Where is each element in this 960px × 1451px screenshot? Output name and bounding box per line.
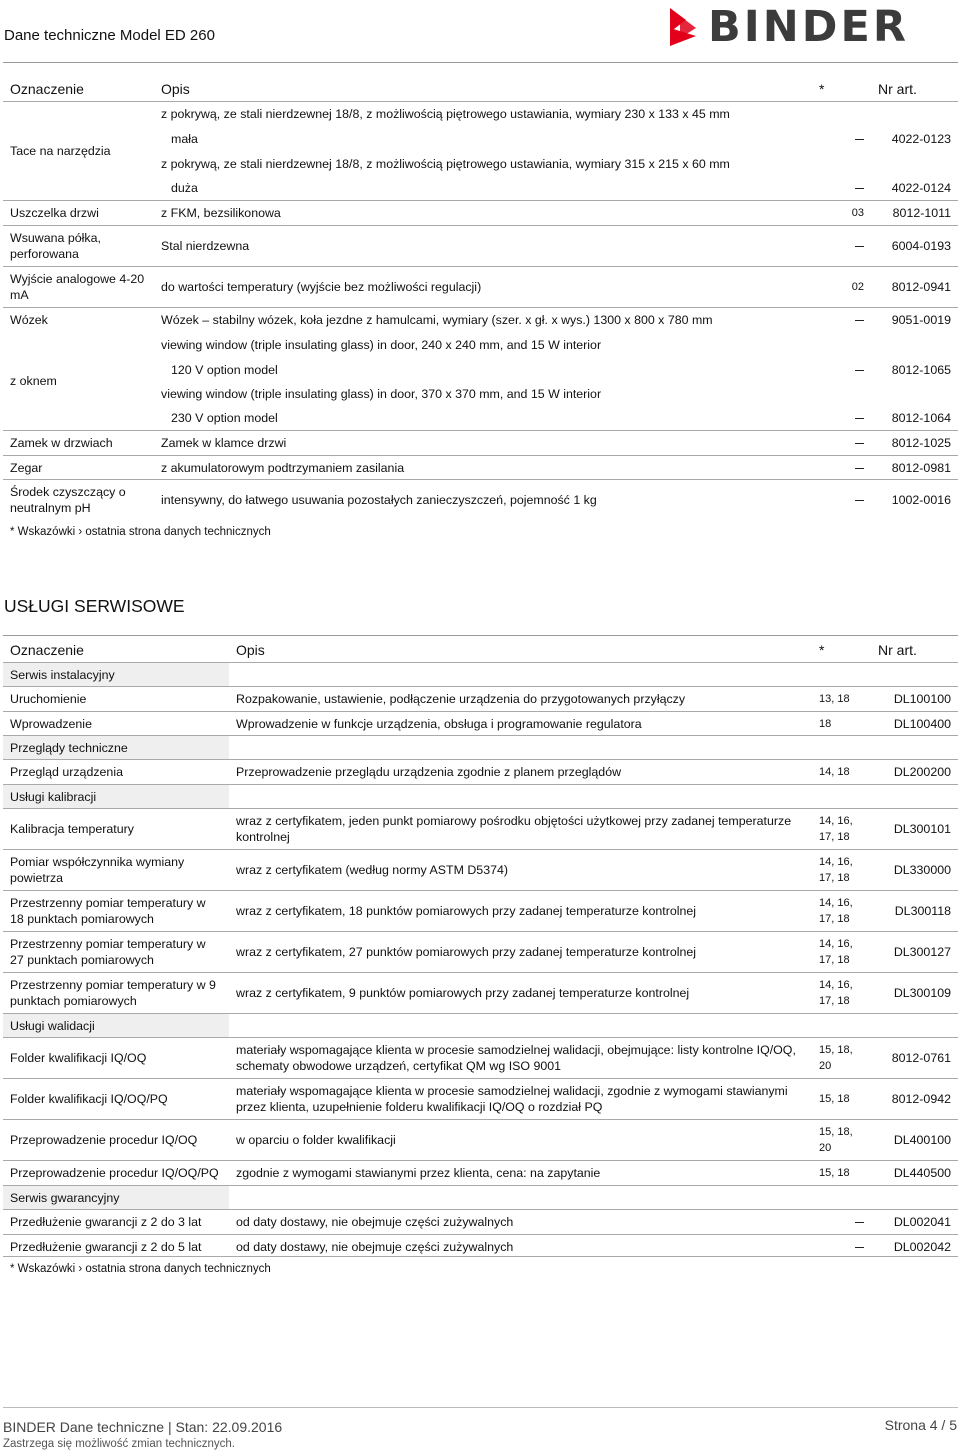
note-reference: 15, 18, 20 xyxy=(812,1120,871,1161)
section-label: Serwis gwarancyjny xyxy=(3,1186,229,1210)
item-description: Stal nierdzewna xyxy=(154,226,812,267)
article-number: 8012-1011 xyxy=(871,201,958,226)
service-description: Wprowadzenie w funkcje urządzenia, obsługa i programowanie regulatora xyxy=(229,712,812,736)
article-number: DL330000 xyxy=(871,850,958,891)
service-name: Przegląd urządzenia xyxy=(3,760,229,785)
dash-mark xyxy=(855,1222,864,1223)
service-description: od daty dostawy, nie obejmuje części zużywalnych xyxy=(229,1210,812,1235)
table-row xyxy=(3,712,958,736)
service-description: materiały wspomagające klienta w procesie samodzielnej walidacji, zgodnie z wymogami stawianymi przez klienta, uzupełnienie folderu kwalifikacji IQ/OQ o rozdział PQ xyxy=(229,1079,812,1120)
dash-mark xyxy=(855,1247,864,1248)
note-reference: 15, 18 xyxy=(812,1161,871,1186)
note-reference: 14, 16, 17, 18 xyxy=(812,809,871,850)
table-row xyxy=(3,1161,958,1186)
service-description: wraz z certyfikatem (według normy ASTM D5374) xyxy=(229,850,812,891)
item-description: viewing window (triple insulating glass) in door, 370 x 370 mm, and 15 W interior xyxy=(161,387,602,401)
footer-disclaimer: Zastrzega się możliwość zmian technicznych. xyxy=(3,1438,235,1450)
article-number: DL100100 xyxy=(871,687,958,712)
section-label: Serwis instalacyjny xyxy=(3,663,229,687)
article-number: 1002-0016 xyxy=(871,480,958,521)
column-header: Oznaczenie xyxy=(10,641,84,658)
header-divider xyxy=(3,62,958,63)
article-number: 8012-0761 xyxy=(871,1038,958,1079)
footnote: * Wskazówki › ostatnia strona danych technicznych xyxy=(10,1263,271,1275)
note-reference: 02 xyxy=(812,267,871,308)
service-description: materiały wspomagające klienta w procesie samodzielnej walidacji, obejmujące: listy kontrolne IQ/OQ, schematy obwodowe urządzeń, certyfikat QM wg ISO 9001 xyxy=(229,1038,812,1079)
item-name: Zamek w drzwiach xyxy=(3,431,154,456)
dash-mark xyxy=(855,246,864,247)
article-number: DL100400 xyxy=(871,712,958,736)
service-name: Przestrzenny pomiar temperatury w 18 punktach pomiarowych xyxy=(3,891,229,932)
table-row xyxy=(3,1210,958,1235)
dash-mark xyxy=(855,139,864,140)
item-description: viewing window (triple insulating glass) in door, 240 x 240 mm, and 15 W interior xyxy=(161,338,602,352)
table-row xyxy=(3,809,958,850)
service-name: Pomiar współczynnika wymiany powietrza xyxy=(3,850,229,891)
section-row xyxy=(3,1014,958,1038)
article-number: DL400100 xyxy=(871,1120,958,1161)
item-description: Wózek – stabilny wózek, koła jezdne z hamulcami, wymiary (szer. x gł. x wys.) 1300 x 800 x 780 mm xyxy=(154,308,812,333)
service-name: Kalibracja temperatury xyxy=(3,809,229,850)
services-table xyxy=(3,637,958,1259)
note-reference: 14, 16, 17, 18 xyxy=(812,850,871,891)
column-header: Nr art. xyxy=(878,80,917,97)
article-number: 8012-0941 xyxy=(871,267,958,308)
article-number: 8012-1064 xyxy=(891,411,951,426)
table-row xyxy=(3,308,958,333)
section-divider xyxy=(3,635,958,636)
footnote: * Wskazówki › ostatnia strona danych technicznych xyxy=(10,526,271,538)
page-number: Strona 4 / 5 xyxy=(884,1417,957,1433)
dash-mark xyxy=(855,468,864,469)
article-number: DL002042 xyxy=(871,1235,958,1259)
table-row xyxy=(3,973,958,1014)
article-number: DL300109 xyxy=(871,973,958,1014)
service-name: Wprowadzenie xyxy=(3,712,229,736)
service-name: Przedłużenie gwarancji z 2 do 5 lat xyxy=(3,1235,229,1259)
variant-label: mała xyxy=(171,132,198,146)
item-description: z akumulatorowym podtrzymaniem zasilania xyxy=(154,456,812,480)
article-number: 8012-0981 xyxy=(871,456,958,480)
table-row xyxy=(3,1038,958,1079)
column-header: Nr art. xyxy=(878,641,917,658)
section-label: Usługi kalibracji xyxy=(3,785,229,809)
table-row xyxy=(3,1120,958,1161)
service-name: Uruchomienie xyxy=(3,687,229,712)
table-row xyxy=(3,431,958,456)
service-description: wraz z certyfikatem, 18 punktów pomiarowych przy zadanej temperaturze kontrolnej xyxy=(229,891,812,932)
table-bottom-divider xyxy=(3,1256,958,1257)
section-row xyxy=(3,663,958,687)
article-number: 4022-0123 xyxy=(891,132,951,146)
table-row xyxy=(3,102,958,127)
item-name: Wyjście analogowe 4-20 mA xyxy=(3,267,154,308)
service-name: Przestrzenny pomiar temperatury w 9 punktach pomiarowych xyxy=(3,973,229,1014)
dash-mark xyxy=(855,500,864,501)
article-number: 8012-1065 xyxy=(891,362,951,377)
service-name: Przestrzenny pomiar temperatury w 27 punktach pomiarowych xyxy=(3,932,229,973)
dash-mark xyxy=(855,418,864,419)
column-header: * xyxy=(819,80,825,97)
item-name: Wsuwana półka, perforowana xyxy=(3,226,154,267)
service-name: Folder kwalifikacji IQ/OQ/PQ xyxy=(3,1079,229,1120)
service-description: Przeprowadzenie przeglądu urządzenia zgodnie z planem przeglądów xyxy=(229,760,812,785)
note-reference: 15, 18, 20 xyxy=(812,1038,871,1079)
note-reference: 14, 16, 17, 18 xyxy=(812,932,871,973)
table-row xyxy=(3,226,958,267)
dash-mark xyxy=(855,320,864,321)
article-number: DL002041 xyxy=(871,1210,958,1235)
service-name: Przedłużenie gwarancji z 2 do 3 lat xyxy=(3,1210,229,1235)
table-row xyxy=(3,1235,958,1259)
article-number: DL300101 xyxy=(871,809,958,850)
footer-document-info: BINDER Dane techniczne | Stan: 22.09.2016 xyxy=(3,1419,283,1435)
note-reference: 14, 16, 17, 18 xyxy=(812,891,871,932)
note-reference: 03 xyxy=(812,201,871,226)
table-row xyxy=(3,201,958,226)
service-description: Rozpakowanie, ustawienie, podłączenie urządzenia do przygotowanych przyłączy xyxy=(229,687,812,712)
article-number: DL200200 xyxy=(871,760,958,785)
table-row xyxy=(3,850,958,891)
article-number: 6004-0193 xyxy=(871,226,958,267)
variant-label: duża xyxy=(171,180,198,195)
table-row xyxy=(3,932,958,973)
item-description: Zamek w klamce drzwi xyxy=(154,431,812,456)
footer-divider xyxy=(3,1407,958,1408)
section-row xyxy=(3,785,958,809)
article-number: DL440500 xyxy=(871,1161,958,1186)
table-row xyxy=(3,687,958,712)
article-number: DL300127 xyxy=(871,932,958,973)
variant-label: 120 V option model xyxy=(171,362,278,377)
service-description: wraz z certyfikatem, 9 punktów pomiarowych przy zadanej temperaturze kontrolnej xyxy=(229,973,812,1014)
item-name: Zegar xyxy=(3,456,154,480)
article-number: 8012-0942 xyxy=(871,1079,958,1120)
note-reference: 15, 18 xyxy=(812,1079,871,1120)
item-description: z FKM, bezsilikonowa xyxy=(154,201,812,226)
variant-label: 230 V option model xyxy=(171,411,278,426)
item-name: Środek czyszczący o neutralnym pH xyxy=(3,480,154,521)
binder-logo-icon xyxy=(666,6,700,48)
section-row xyxy=(3,736,958,760)
service-name: Przeprowadzenie procedur IQ/OQ xyxy=(3,1120,229,1161)
accessories-table xyxy=(3,76,958,521)
section-label: Przeglądy techniczne xyxy=(3,736,229,760)
table-row xyxy=(3,1079,958,1120)
column-header: Oznaczenie xyxy=(10,80,84,97)
article-number: 9051-0019 xyxy=(871,308,958,333)
note-reference: 18 xyxy=(812,712,871,736)
item-description: z pokrywą, ze stali nierdzewnej 18/8, z możliwością piętrowego ustawiania, wymiary 230 x 133 x 45 mm xyxy=(154,102,958,127)
dash-mark xyxy=(855,443,864,444)
item-name: Uszczelka drzwi xyxy=(3,201,154,226)
table-row xyxy=(3,760,958,785)
item-name: Tace na narzędzia xyxy=(3,102,154,201)
section-row xyxy=(3,1186,958,1210)
table-row xyxy=(3,480,958,521)
article-number: DL300118 xyxy=(871,891,958,932)
table-header-row xyxy=(3,637,958,663)
note-reference: 14, 18 xyxy=(812,760,871,785)
note-reference: 14, 16, 17, 18 xyxy=(812,973,871,1014)
item-description: z pokrywą, ze stali nierdzewnej 18/8, z możliwością piętrowego ustawiania, wymiary 315 x 215 x 60 mm xyxy=(161,156,730,171)
service-name: Folder kwalifikacji IQ/OQ xyxy=(3,1038,229,1079)
column-header: Opis xyxy=(161,80,190,97)
logo-wordmark: BINDER xyxy=(708,2,909,52)
dash-mark xyxy=(855,188,864,189)
column-header: * xyxy=(819,641,825,658)
table-row xyxy=(3,456,958,480)
section-label: Usługi walidacji xyxy=(3,1014,229,1038)
article-number: 8012-1025 xyxy=(871,431,958,456)
service-description: wraz z certyfikatem, jeden punkt pomiarowy pośrodku objętości użytkowej przy zadanej temperaturze kontrolnej xyxy=(229,809,812,850)
binder-logo xyxy=(666,2,956,52)
article-number: 4022-0124 xyxy=(891,180,951,195)
section-heading: USŁUGI SERWISOWE xyxy=(4,596,185,616)
item-description: intensywny, do łatwego usuwania pozostałych zanieczyszczeń, pojemność 1 kg xyxy=(154,480,812,521)
service-description: zgodnie z wymogami stawianymi przez klienta, cena: na zapytanie xyxy=(229,1161,812,1186)
service-description: od daty dostawy, nie obejmuje części zużywalnych xyxy=(229,1235,812,1259)
table-row xyxy=(3,333,958,358)
dash-mark xyxy=(855,370,864,371)
service-name: Przeprowadzenie procedur IQ/OQ/PQ xyxy=(3,1161,229,1186)
table-row xyxy=(3,267,958,308)
service-description: wraz z certyfikatem, 27 punktów pomiarowych przy zadanej temperaturze kontrolnej xyxy=(229,932,812,973)
note-reference: 13, 18 xyxy=(812,687,871,712)
item-description: do wartości temperatury (wyjście bez możliwości regulacji) xyxy=(154,267,812,308)
page-title: Dane techniczne Model ED 260 xyxy=(4,27,215,44)
item-name: z oknem xyxy=(10,374,57,389)
service-description: w oparciu o folder kwalifikacji xyxy=(229,1120,812,1161)
table-row xyxy=(3,891,958,932)
column-header: Opis xyxy=(236,641,265,658)
table-header-row xyxy=(3,76,958,102)
item-name: Wózek xyxy=(3,308,154,333)
